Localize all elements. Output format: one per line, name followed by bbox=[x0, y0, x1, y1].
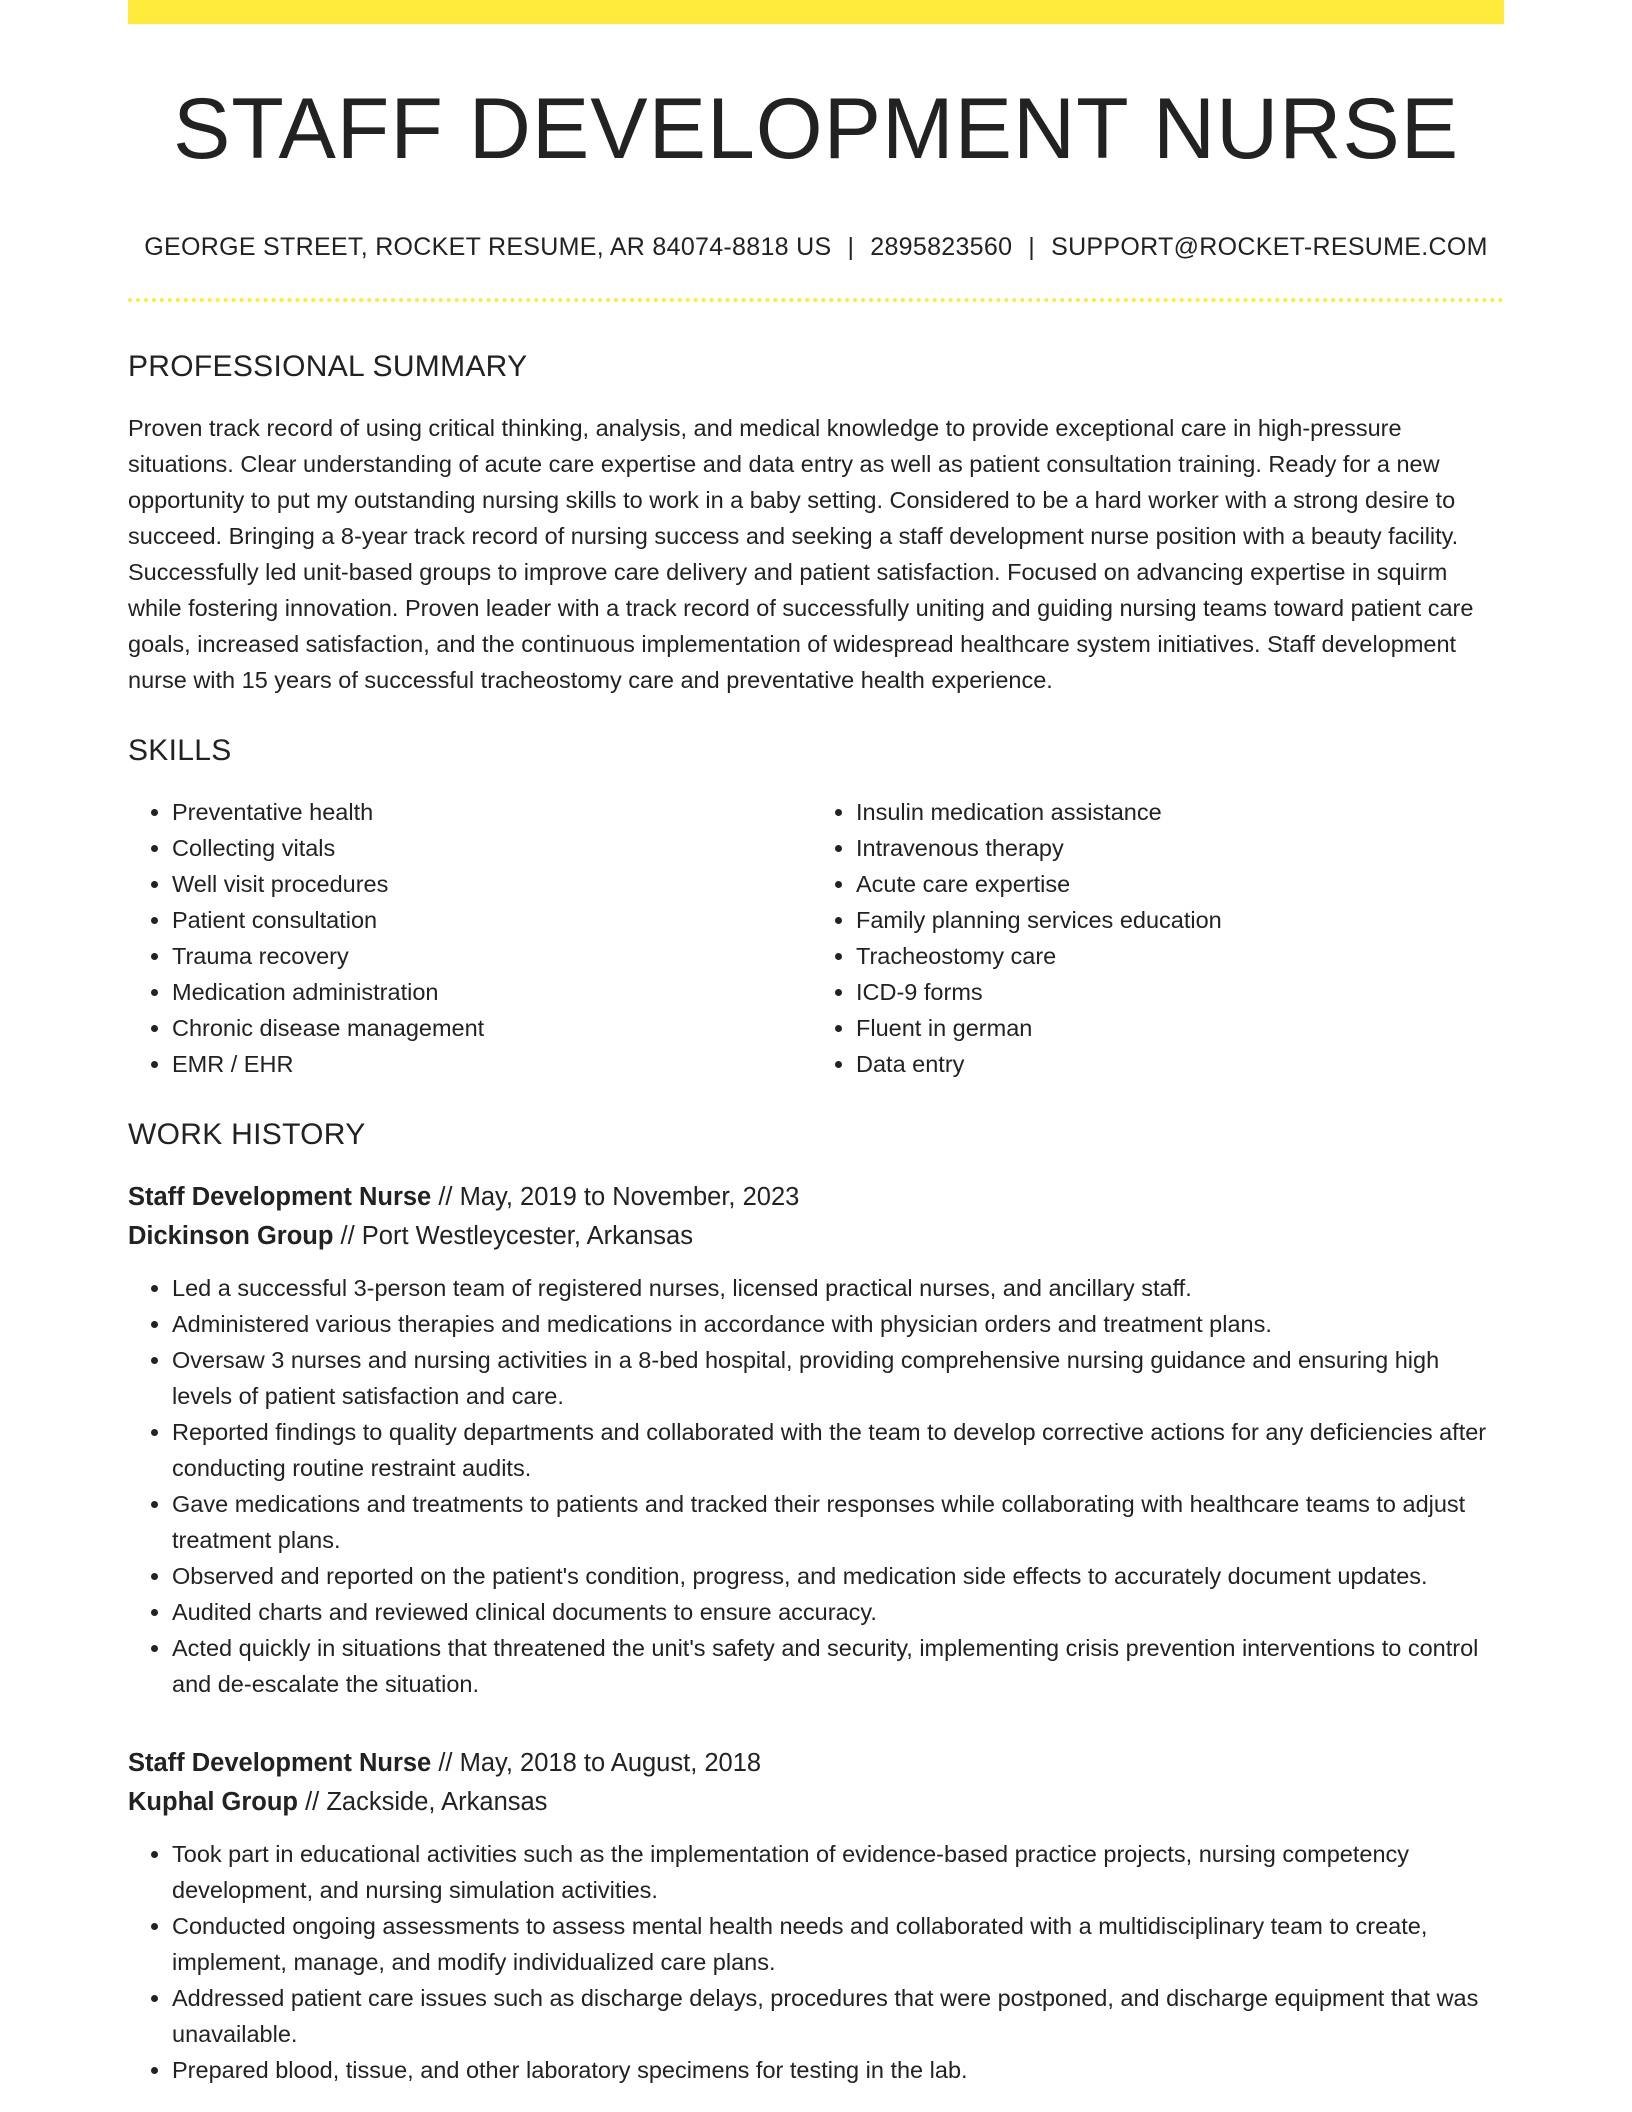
job-title-line bbox=[128, 1178, 1504, 1217]
contact-line bbox=[128, 233, 1504, 262]
job-entry bbox=[128, 1744, 1504, 2088]
job-bullets bbox=[128, 1836, 1504, 2088]
job-bullet: • Administered various therapies and medications in accordance with physician orders and treatment plans. bbox=[172, 1306, 1504, 1342]
skills-column-right bbox=[806, 794, 1490, 1082]
resume-page bbox=[128, 0, 1504, 2112]
job-location: // Port Westleycester, Arkansas bbox=[340, 1221, 693, 1250]
skills-list bbox=[128, 794, 1504, 1082]
job-company: Dickinson Group bbox=[128, 1221, 334, 1250]
skill-item: • Family planning services education bbox=[856, 902, 1490, 938]
skill-item: • Insulin medication assistance bbox=[856, 794, 1490, 830]
job-bullet: • Led a successful 3-person team of registered nurses, licensed practical nurses, and ancillary staff. bbox=[172, 1270, 1504, 1306]
summary-text: Proven track record of using critical thinking, analysis, and medical knowledge to provide exceptional care in high-pressure situations. Clear understanding of acute care expertise and data entry as well as patient consultation training. Ready for a new opportunity to put my outstanding nursing skills to work in a baby setting. Considered to be a hard worker with a strong desire to succeed. Bringing a 8-year track record of nursing success and seeking a staff development nurse position with a beauty facility. Successfully led unit-based groups to improve care delivery and patient satisfaction. Focused on advancing expertise in squirm while fostering innovation. Proven leader with a track record of successfully uniting and guiding nursing teams toward patient care goals, increased satisfaction, and the continuous implementation of widespread healthcare system initiatives. Staff development nurse with 15 years of successful tracheostomy care and preventative health experience. bbox=[128, 414, 1474, 693]
job-bullet: • Oversaw 3 nurses and nursing activities in a 8-bed hospital, providing comprehensive nursing guidance and ensuring high levels of patient satisfaction and care. bbox=[172, 1342, 1504, 1414]
job-bullet: • Reported findings to quality departments and collaborated with the team to develop corrective actions for any deficiencies after conducting routine restraint audits. bbox=[172, 1414, 1504, 1486]
job-bullet: • Prepared blood, tissue, and other laboratory specimens for testing in the lab. bbox=[172, 2052, 1504, 2088]
skill-item: • Well visit procedures bbox=[172, 866, 806, 902]
work-history-heading: WORK HISTORY bbox=[128, 1117, 366, 1151]
contact-separator: | bbox=[847, 232, 855, 261]
job-bullet: • Acted quickly in situations that threatened the unit's safety and security, implementing crisis prevention interventions to control and de-escalate the situation. bbox=[172, 1630, 1504, 1702]
job-dates: // May, 2019 to November, 2023 bbox=[438, 1182, 800, 1211]
skill-item: • Tracheostomy care bbox=[856, 938, 1490, 974]
job-title: Staff Development Nurse bbox=[128, 1182, 432, 1211]
skill-item: • Intravenous therapy bbox=[856, 830, 1490, 866]
skill-item: • Fluent in german bbox=[856, 1010, 1490, 1046]
skills-heading: SKILLS bbox=[128, 733, 232, 767]
contact-email: SUPPORT@ROCKET-RESUME.COM bbox=[1051, 232, 1488, 261]
accent-bar bbox=[128, 0, 1504, 24]
job-bullet: • Gave medications and treatments to patients and tracked their responses while collaborating with healthcare teams to adjust treatment plans. bbox=[172, 1486, 1504, 1558]
job-title-line bbox=[128, 1744, 1504, 1783]
job-entry bbox=[128, 1178, 1504, 1702]
contact-separator: | bbox=[1028, 232, 1036, 261]
job-company: Kuphal Group bbox=[128, 1787, 298, 1816]
skill-item: • Collecting vitals bbox=[172, 830, 806, 866]
job-dates: // May, 2018 to August, 2018 bbox=[438, 1748, 762, 1777]
skill-item: • Chronic disease management bbox=[172, 1010, 806, 1046]
skill-item: • Trauma recovery bbox=[172, 938, 806, 974]
divider bbox=[128, 298, 1504, 302]
job-bullet: • Observed and reported on the patient's condition, progress, and medication side effects to accurately document updates. bbox=[172, 1558, 1504, 1594]
job-company-line bbox=[128, 1783, 1504, 1822]
job-bullet: • Audited charts and reviewed clinical documents to ensure accuracy. bbox=[172, 1594, 1504, 1630]
job-bullet: • Conducted ongoing assessments to assess mental health needs and collaborated with a multidisciplinary team to create, implement, manage, and modify individualized care plans. bbox=[172, 1908, 1504, 1980]
skill-item: • Data entry bbox=[856, 1046, 1490, 1082]
summary-heading: PROFESSIONAL SUMMARY bbox=[128, 349, 528, 383]
skill-item: • Patient consultation bbox=[172, 902, 806, 938]
job-bullet: • Took part in educational activities such as the implementation of evidence-based practice projects, nursing competency development, and nursing simulation activities. bbox=[172, 1836, 1504, 1908]
job-bullet: • Addressed patient care issues such as discharge delays, procedures that were postponed, and discharge equipment that was unavailable. bbox=[172, 1980, 1504, 2052]
skill-item: • ICD-9 forms bbox=[856, 974, 1490, 1010]
job-bullets bbox=[128, 1270, 1504, 1702]
contact-phone: 2895823560 bbox=[870, 232, 1013, 261]
job-title: Staff Development Nurse bbox=[128, 1748, 432, 1777]
skill-item: • EMR / EHR bbox=[172, 1046, 806, 1082]
job-location: // Zackside, Arkansas bbox=[305, 1787, 548, 1816]
job-company-line bbox=[128, 1217, 1504, 1256]
skill-item: • Medication administration bbox=[172, 974, 806, 1010]
resume-name: STAFF DEVELOPMENT NURSE bbox=[172, 81, 1460, 177]
skills-column-left bbox=[128, 794, 806, 1082]
skill-item: • Acute care expertise bbox=[856, 866, 1490, 902]
skill-item: • Preventative health bbox=[172, 794, 806, 830]
contact-address: GEORGE STREET, ROCKET RESUME, AR 84074-8818 US bbox=[144, 232, 832, 261]
